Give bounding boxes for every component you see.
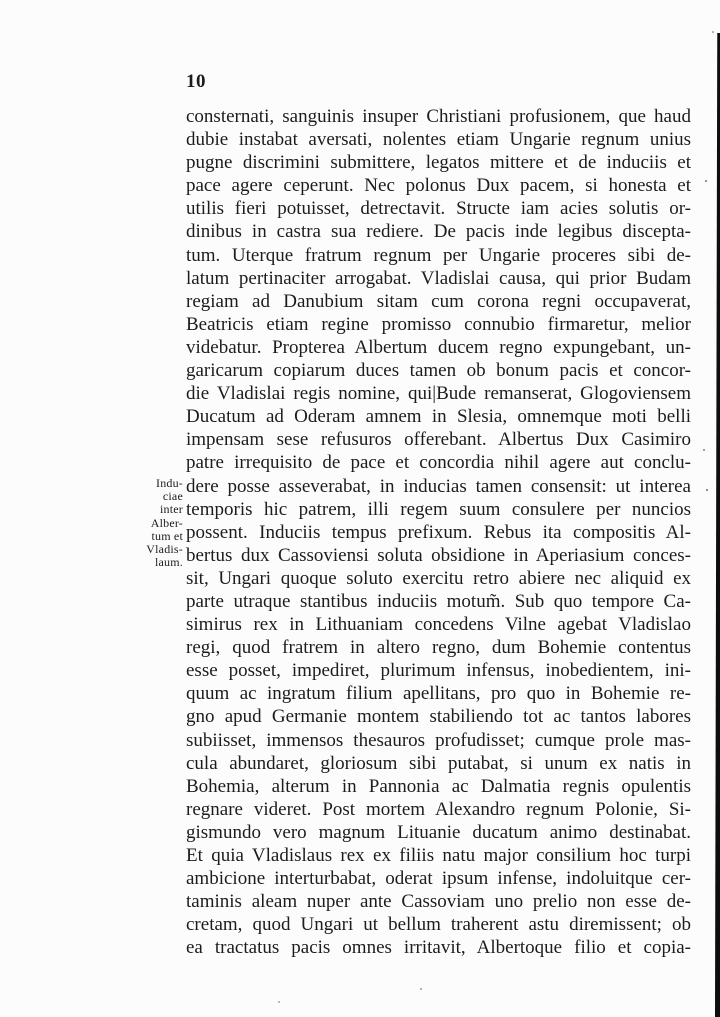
text-line: simirus rex in Lithuaniam concedens Vilne agebat Vladislao bbox=[186, 614, 691, 636]
text-line: gismundo vero magnum Lituanie ducatum animo destinabat. bbox=[186, 821, 691, 843]
text-line: dere posse asseverabat, in inducias tamen consensit: ut interea bbox=[186, 475, 691, 497]
scan-edge-line bbox=[715, 33, 720, 1017]
page-number: 10 bbox=[186, 71, 206, 92]
text-line: patre irrequisito de pace et concordia nihil agere aut conclu- bbox=[186, 452, 691, 474]
text-line: impensam sese refusuros offerebant. Albertus Dux Casimiro bbox=[186, 429, 691, 451]
text-line: regiam ad Danubium sitam cum corona regni occupaverat, bbox=[186, 290, 691, 312]
margin-note-line: inter bbox=[160, 502, 183, 517]
text-line: garicarum copiarum duces tamen ob bonum pacis et concor- bbox=[186, 360, 691, 382]
text-line: temporis hic patrem, illi regem suum consulere per nuncios bbox=[186, 498, 691, 520]
scan-speck bbox=[712, 31, 714, 33]
text-line: possent. Induciis tempus prefixum. Rebus ita compositis Al- bbox=[186, 521, 691, 543]
text-line: tum. Uterque fratrum regnum per Ungarie proceres sibi de- bbox=[186, 244, 691, 266]
text-line: esse posset, impediret, plurimum infensus, inobedientem, ini- bbox=[186, 660, 691, 682]
scan-speck bbox=[706, 489, 708, 491]
text-line: bertus dux Cassoviensi soluta obsidione in Aperiasium conces- bbox=[186, 544, 691, 566]
text-line: cretam, quod Ungari ut bellum traherent astu diremissent; ob bbox=[186, 914, 691, 936]
margin-note-line: Alber- bbox=[150, 515, 183, 530]
scan-speck bbox=[278, 1001, 280, 1003]
scan-speck bbox=[703, 449, 705, 451]
text-line: parte utraque stantibus induciis motum̃. Sub quo tempore Ca- bbox=[186, 590, 691, 612]
text-line: cula abundaret, gloriosum sibi putabat, si unum ex natis in bbox=[186, 752, 691, 774]
text-line: gno apud Germanie montem stabiliendo tot ac tantos labores bbox=[186, 706, 691, 728]
margin-note-line: laum. bbox=[155, 555, 183, 570]
text-line: ea tractatus pacis omnes irritavit, Albertoque filio et copia- bbox=[186, 937, 691, 959]
text-line: quum ac ingratum filium apellitans, pro quo in Bohemie re- bbox=[186, 683, 691, 705]
text-line: videbatur. Propterea Albertum ducem regno expungebant, un- bbox=[186, 336, 691, 358]
body-text bbox=[186, 105, 691, 959]
text-line: Et quia Vladislaus rex ex filiis natu major consilium hoc turpi bbox=[186, 845, 691, 866]
text-line: ambicione interturbabat, oderat ipsum infense, indoluitque cer- bbox=[186, 868, 691, 890]
margin-note-line: tum et bbox=[151, 528, 183, 543]
text-line: subiisset, immensos thesauros profudisset; cumque prole mas- bbox=[186, 729, 691, 751]
text-line: dinibus in castra sua rediere. De pacis inde legibus discepta- bbox=[186, 221, 691, 243]
text-line: Ducatum ad Oderam amnem in Slesia, omnemque moti belli bbox=[186, 406, 691, 428]
text-line: utilis fieri potuisset, detrectavit. Structe iam acies solutis or- bbox=[186, 198, 691, 220]
margin-note-line: Indu- bbox=[156, 476, 183, 490]
text-line: latum pertinaciter arrogabat. Vladislai causa, qui prior Budam bbox=[186, 267, 691, 289]
text-line: regi, quod fratrem in altero regno, dum Bohemie contentus bbox=[186, 637, 691, 659]
text-line: taminis aleam nuper ante Cassoviam uno prelio non esse de- bbox=[186, 891, 691, 913]
margin-note-line: ciae bbox=[162, 489, 183, 504]
text-line: dubie instabat aversati, nolentes etiam Ungarie regnum unius bbox=[186, 129, 691, 151]
text-line: consternati, sanguinis insuper Christiani profusionem, que haud bbox=[186, 106, 691, 127]
margin-note-line: Vladis- bbox=[146, 542, 183, 557]
margin-note bbox=[136, 477, 183, 569]
text-line: pugne discrimini submittere, legatos mittere et de induciis et bbox=[186, 152, 691, 174]
text-line: Bohemia, alterum in Pannonia ac Dalmatia regnis opulentis bbox=[186, 775, 691, 797]
text-line: sit, Ungari quoque soluto exercitu retro abiere nec aliquid ex bbox=[186, 567, 691, 589]
scan-speck bbox=[420, 988, 422, 990]
text-line: pace agere ceperunt. Nec polonus Dux pacem, si honesta et bbox=[186, 175, 691, 197]
text-line: regnare videret. Post mortem Alexandro regnum Polonie, Si- bbox=[186, 798, 691, 820]
scan-speck bbox=[705, 180, 707, 182]
text-line: Beatricis etiam regine promisso connubio firmaretur, melior bbox=[186, 313, 691, 335]
text-line: die Vladislai regis nomine, qui|Bude remanserat, Glogoviensem bbox=[186, 383, 691, 405]
